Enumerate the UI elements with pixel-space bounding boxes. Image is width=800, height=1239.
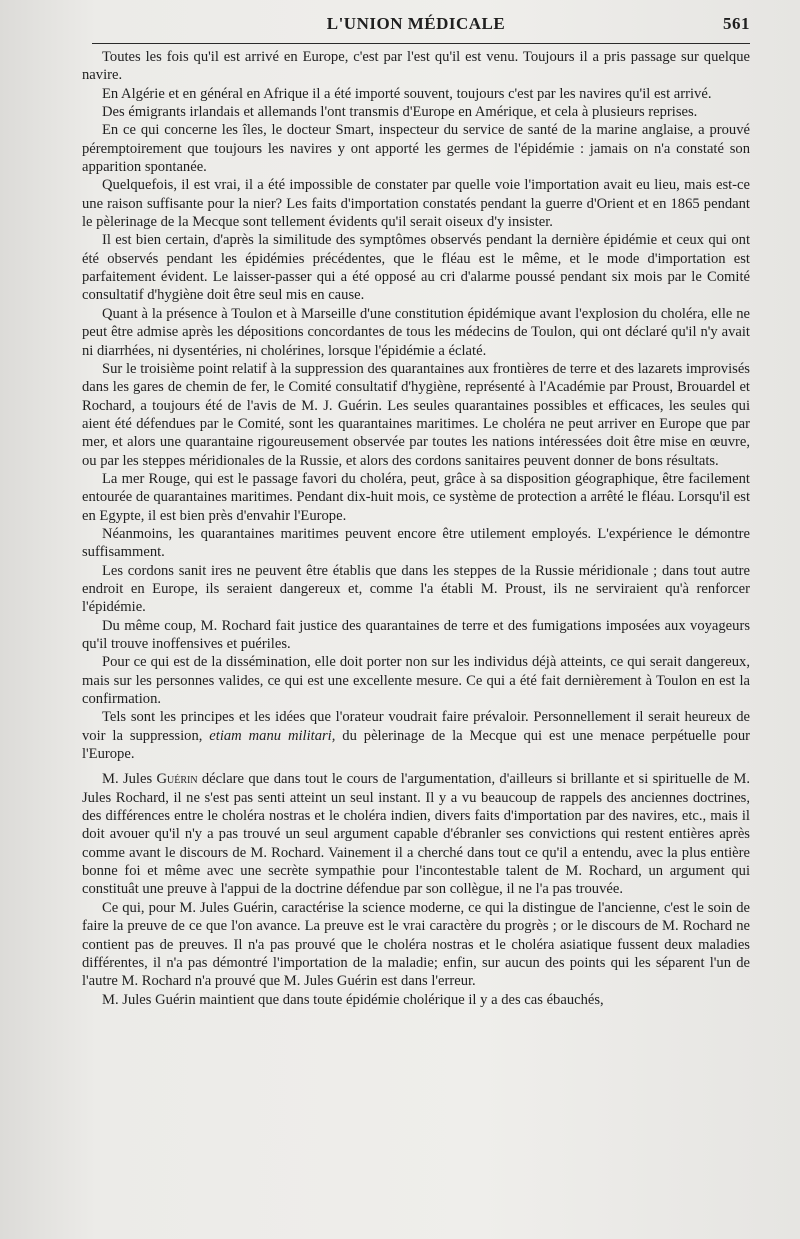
paragraph: Du même coup, M. Rochard fait justice des quarantaines de terre et des fumigations imposées aux voyageurs qu'il trouve inoffensives et puériles.	[82, 617, 750, 652]
paragraph: Ce qui, pour M. Jules Guérin, caractérise la science moderne, ce qui la distingue de l'ancienne, c'est le soin de faire la preuve de ce que l'on avance. La preuve est le vrai caractère du progrès ; or le discours de M. Rochard ne contient pas de preuves. Il n'a pas prouvé que le choléra nostras et le choléra asiatique fussent deux maladies différentes, il n'a pas démontré l'importation de la maladie; enfin, sur aucun des points qui les séparent l'un de l'autre M. Rochard n'a prouvé que M. Jules Guérin est dans l'erreur.	[82, 899, 750, 990]
closing-text-before: Tels sont les principes et les idées que l'orateur voudrait faire prévaloir. Personnellement il serait heureux de voir la suppression,	[82, 709, 750, 744]
paragraph: Il est bien certain, d'après la similitude des symptômes observés pendant la dernière épidémie et ceux qui ont été observés pendant les épidémies précédentes, que le fléau est le même, et le mode d'importation est parfaitement évident. Le laisser-passer qui a été opposé au cri d'alarme poussé pendant six mois par le Comité consultatif d'hygiène doit être seul mis en cause.	[82, 232, 750, 304]
paragraph: En ce qui concerne les îles, le docteur Smart, inspecteur du service de santé de la marine anglaise, a prouvé péremptoirement que toujours les navires y ont apporté les germes de l'épidémie : jamais on n'a constaté son apparition spontanée.	[82, 122, 750, 176]
paragraph: Quelquefois, il est vrai, il a été impossible de constater par quelle voie l'importation avait eu lieu, mais est-ce une raison suffisante pour la nier? Les faits d'importation constatés pendant la guerre d'Orient et en 1865 pendant le pèlerinage de la Mecque sont tellement évidents qu'il serait oiseux d'y insister.	[82, 177, 750, 231]
paragraph: Des émigrants irlandais et allemands l'ont transmis d'Europe en Amérique, et cela à plusieurs reprises.	[102, 104, 698, 121]
header-rule	[92, 43, 750, 44]
guerin-text: déclare que dans tout le cours de l'argumentation, d'ailleurs si brillante et si spirituelle de M. Jules Rochard, il ne s'est pas senti atteint un seul instant. Il y a vu beaucoup de rappels des anciennes doctrines, des différences entre le choléra nostras et le choléra indien, divers faits d'importation par des navires, etc., mais il doit avouer qu'il n'y a pas trouvé un seul argument capable d'ébranler ses convictions qui restent entières après comme avant le discours de M. Rochard. Vainement il a cherché dans tout ce qu'il a entendu, avec la plus entière bonne foi et même avec une secrète sympathie pour l'incontestable talent de M. Rochard, un argument qui constituât une preuve à l'appui de la doctrine défendue par son collègue, il ne l'a pas trouvée.	[82, 771, 750, 898]
latin-phrase: etiam manu militari,	[209, 727, 336, 744]
paragraph: Sur le troisième point relatif à la suppression des quarantaines aux frontières de terre et des lazarets improvisés dans les gares de chemin de fer, le Comité consultatif d'hygiène, représenté à l'Académie par Proust, Brouardel et Rochard, a toujours été de l'avis de M. J. Guérin. Les seules quarantaines possibles et efficaces, les seules qui aient été défendues par le Comité, sont les quarantaines maritimes. Le choléra ne peut arriver en Europe que par mer, et alors une quarantaine rigoureusement observée par toutes les nations intéressées doit être mise en œuvre, ou par les steppes méridionales de la Russie, et alors des cordons sanitaires peuvent donner de bons résultats.	[82, 360, 750, 469]
paragraph: Toutes les fois qu'il est arrivé en Europe, c'est par l'est qu'il est venu. Toujours il a pris passage sur quelque navire.	[82, 49, 750, 84]
speaker-name: Guérin	[156, 771, 198, 788]
paragraph: Les cordons sanit ires ne peuvent être établis que dans les steppes de la Russie méridionale ; dans tout autre endroit en Europe, ils seraient dangereux et, comme l'a établi M. Proust, ils ne serviraient qu'à renforcer l'épidémie.	[82, 562, 750, 616]
guerin-paragraph	[82, 770, 750, 898]
guerin-lead: M. Jules	[102, 771, 157, 788]
article-body	[82, 48, 750, 1009]
journal-title: L'UNION MÉDICALE	[326, 14, 506, 33]
paragraph: La mer Rouge, qui est le passage favori du choléra, peut, grâce à sa disposition géographique, être facilement entourée de quarantaines maritimes. Pendant dix-huit mois, ce système de protection a arrêté le fléau. Lorsqu'il est en Egypte, il est bien près d'envahir l'Europe.	[82, 470, 750, 524]
paragraph: M. Jules Guérin maintient que dans toute épidémie cholérique il y a des cas ébauchés,	[102, 991, 604, 1008]
closing-paragraph	[82, 708, 750, 763]
paragraph: Néanmoins, les quarantaines maritimes peuvent encore être utilement employés. L'expérience le démontre suffisamment.	[82, 525, 750, 561]
page-number: 561	[723, 14, 750, 33]
running-header	[82, 8, 750, 34]
paragraph: Pour ce qui est de la dissémination, elle doit porter non sur les individus déjà atteints, ce qui serait dangereux, mais sur les personnes valides, ce qui est une excellente mesure. Ce qui a été fait dernièrement à Toulon en est la confirmation.	[82, 654, 750, 708]
paragraph: Quant à la présence à Toulon et à Marseille d'une constitution épidémique avant l'explosion du choléra, elle ne peut être admise après les dépositions concordantes de tous les médecins de Toulon, qui ont déclaré qu'il n'y avait ni diarrhées, ni dysentéries, ni cholérines, lorsque l'épidémie a éclaté.	[82, 305, 750, 359]
closing-text-after: du pèlerinage de la Mecque qui est une menace perpétuelle pour l'Europe.	[82, 727, 750, 763]
paragraph: En Algérie et en général en Afrique il a été importé souvent, toujours c'est par les navires qu'il est arrivé.	[102, 85, 712, 102]
